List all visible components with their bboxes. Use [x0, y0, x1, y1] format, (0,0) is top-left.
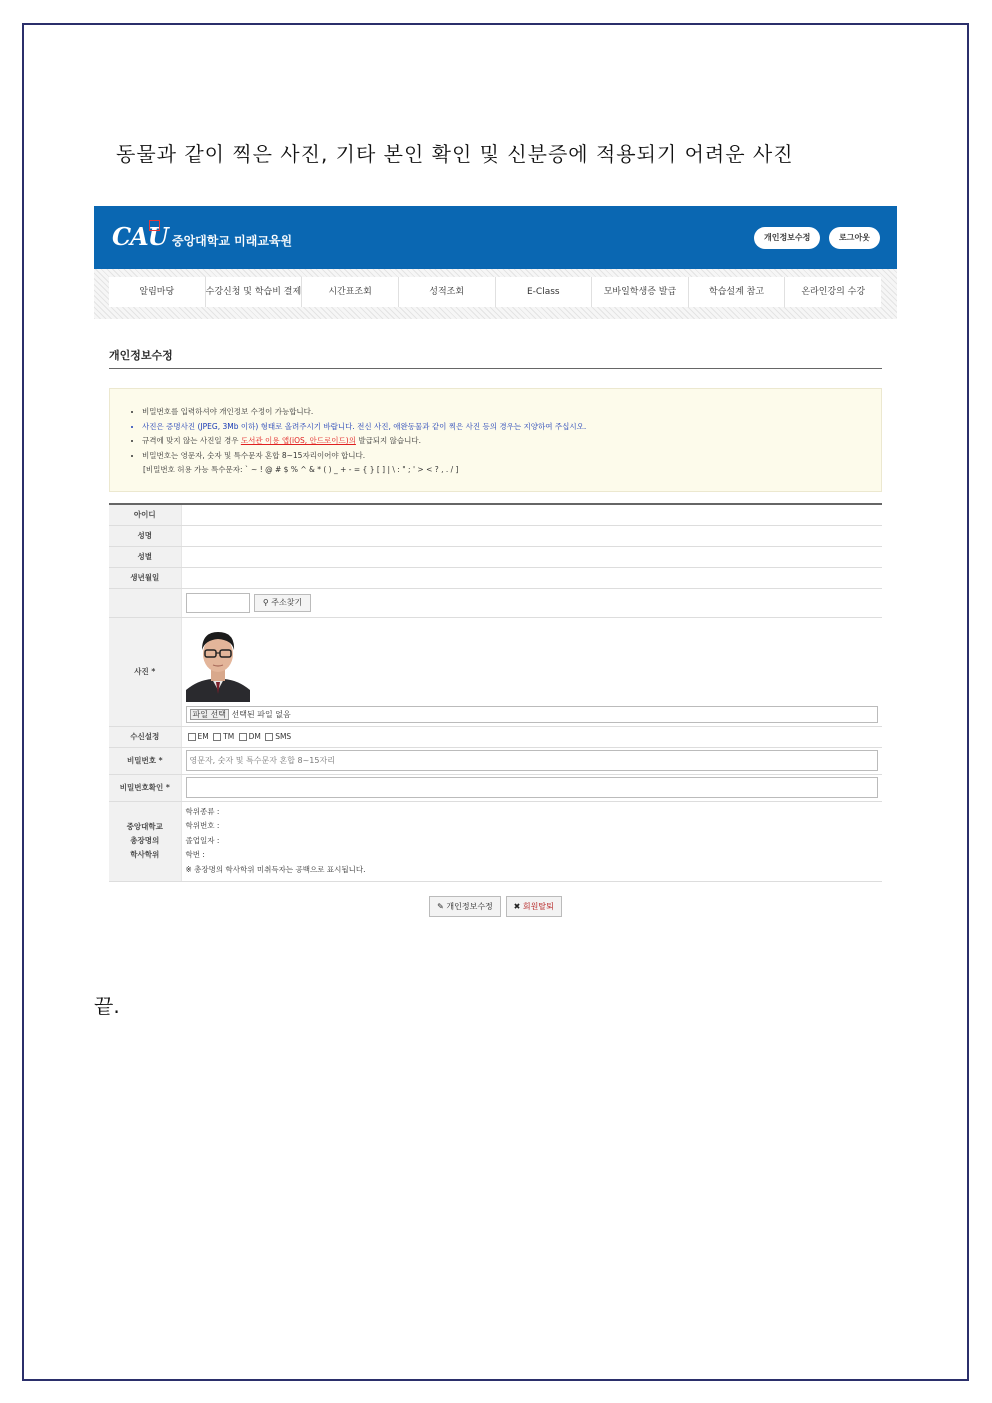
profile-form — [109, 503, 882, 882]
document-ending: 끝. — [94, 994, 120, 1018]
close-icon: ✖ — [513, 902, 521, 911]
save-profile-button[interactable] — [429, 896, 501, 917]
dm-label: DM — [248, 732, 261, 741]
tm-label: TM — [223, 732, 235, 741]
notice-item: • 비밀번호는 영문자, 숫자 및 특수문자 혼합 8~15자리이어야 합니다. — [142, 449, 881, 464]
nav-item-grades[interactable]: 성적조회 — [399, 277, 496, 307]
notice-item: • 비밀번호를 입력하셔야 개인정보 수정이 가능합니다. — [142, 405, 881, 420]
address-label — [109, 588, 181, 617]
page-title: 개인정보수정 — [109, 349, 173, 362]
nav-item-eclass[interactable]: E-Class — [496, 277, 593, 307]
withdraw-label: 회원탈퇴 — [522, 902, 554, 911]
password-label: 비밀번호 * — [109, 747, 181, 774]
profile-photo — [186, 624, 250, 702]
screenshot — [94, 206, 897, 921]
password-confirm-label: 비밀번호확인 * — [109, 774, 181, 801]
password-input[interactable]: 영문자, 숫자 및 특수문자 혼합 8~15자리 — [186, 750, 879, 771]
em-label: EM — [197, 732, 209, 741]
degree-type: 학위종류 : — [185, 806, 220, 816]
address-search-label: 주소찾기 — [271, 597, 303, 607]
pencil-icon: ✎ — [437, 902, 444, 911]
nav-item-mobile-id[interactable]: 모바일학생증 발급 — [592, 277, 689, 307]
id-label: 아이디 — [109, 504, 181, 525]
password-cell — [181, 747, 882, 774]
gender-label: 성별 — [109, 546, 181, 567]
graduation-date: 졸업일자 : — [185, 835, 220, 845]
notice-special-chars: [비밀번호 허용 가능 특수문자: ` ~ ! @ # $ % ^ & * ( ) _ + - = { } [ ] | \ : " ; ' > < ? , . / ] — [143, 465, 459, 474]
nav-item-notice[interactable]: 알림마당 — [109, 277, 206, 307]
em-checkbox[interactable] — [188, 733, 196, 741]
name-label: 성명 — [109, 525, 181, 546]
degree-note: ※ 총장명의 학사학위 미취득자는 공백으로 표시됩니다. — [185, 864, 366, 874]
main-nav — [109, 277, 881, 307]
gender-value — [181, 546, 882, 567]
nav-item-registration[interactable]: 수강신청 및 학습비 결제 — [206, 277, 303, 307]
address-cell — [181, 588, 882, 617]
nav-item-online-lecture[interactable]: 온라인강의 수강 — [801, 287, 866, 297]
file-select-button[interactable]: 파일 선택 — [190, 709, 229, 720]
notice-item — [142, 434, 881, 449]
degree-label-line: 총장명의 — [130, 836, 160, 845]
org-name: 중앙대학교 미래교육원 — [172, 234, 293, 248]
degree-label-line: 학사학위 — [130, 850, 160, 859]
notice-text: 규격에 맞지 않는 사진일 경우 — [142, 436, 241, 445]
form-actions — [94, 896, 897, 917]
name-value — [181, 525, 882, 546]
sms-label: SMS — [275, 732, 292, 741]
file-upload-field[interactable] — [186, 706, 879, 723]
birth-label: 생년월일 — [109, 567, 181, 588]
photo-label: 사진 * — [109, 617, 181, 726]
logo-accent-icon — [149, 220, 160, 231]
degree-number: 학위번호 : — [185, 821, 220, 831]
document-heading: 동물과 같이 찍은 사진, 기타 본인 확인 및 신분증에 적용되기 어려운 사진 — [116, 142, 794, 166]
receive-options — [181, 726, 882, 747]
tm-checkbox[interactable] — [213, 733, 221, 741]
notice-item: • 사진은 증명사진 (JPEG, 3Mb 이하) 형태로 올려주시기 바랍니다. 전신 사진, 애완동물과 같이 찍은 사진 등의 경우는 지양하여 주십시오. — [142, 420, 881, 435]
save-label: 개인정보수정 — [446, 902, 493, 911]
sms-checkbox[interactable] — [265, 733, 273, 741]
nav-item-timetable[interactable]: 시간표조회 — [302, 277, 399, 307]
degree-label-line: 중앙대학교 — [126, 822, 163, 831]
dm-checkbox[interactable] — [239, 733, 247, 741]
photo-cell — [181, 617, 882, 726]
nav-strip — [94, 269, 897, 319]
file-status: 선택된 파일 없음 — [231, 709, 291, 719]
student-number: 학번 : — [185, 850, 205, 860]
id-value — [181, 504, 882, 525]
degree-info — [181, 801, 882, 881]
withdraw-button[interactable] — [506, 896, 562, 917]
cau-logo[interactable]: CAU — [112, 222, 168, 251]
degree-label — [109, 801, 181, 881]
zipcode-input[interactable] — [186, 593, 250, 613]
notice-text: 발급되지 않습니다. — [355, 436, 422, 445]
notice-box — [109, 388, 882, 492]
search-icon: ⚲ — [262, 597, 269, 607]
edit-profile-button[interactable]: 개인정보수정 — [754, 227, 820, 249]
logout-button[interactable]: 로그아웃 — [829, 227, 880, 249]
password-confirm-input[interactable] — [186, 777, 879, 798]
address-search-button[interactable] — [254, 594, 311, 612]
nav-item-study-plan[interactable]: 학습설계 참고 — [689, 277, 786, 307]
header-bar — [94, 206, 897, 269]
title-divider — [109, 368, 882, 369]
receive-label: 수신설정 — [109, 726, 181, 747]
library-app-link[interactable]: 도서관 이용 앱(iOS, 안드로이드)의 — [240, 436, 356, 445]
password-confirm-cell — [181, 774, 882, 801]
birth-value — [181, 567, 882, 588]
